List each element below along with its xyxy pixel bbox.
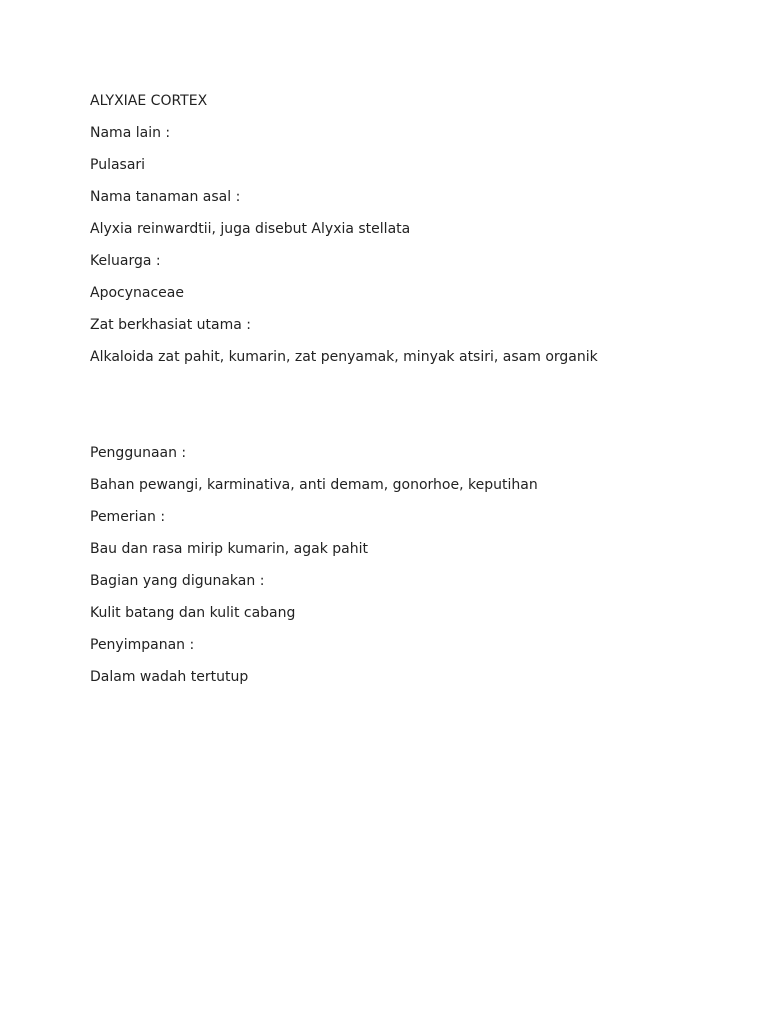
label-nama-lain: Nama lain : [90,125,171,141]
label-keluarga: Keluarga : [90,253,161,269]
value-nama-lain: Pulasari [90,157,146,173]
value-zat-berkhasiat: Alkaloida zat pahit, kumarin, zat penyamak, minyak atsiri, asam organik [90,349,598,365]
document-title: ALYXIAE CORTEX [90,93,208,109]
value-penyimpanan: Dalam wadah tertutup [90,669,249,685]
label-penggunaan: Penggunaan : [90,445,187,461]
value-bagian-digunakan: Kulit batang dan kulit cabang [90,605,296,621]
label-pemerian: Pemerian : [90,509,166,525]
label-bagian-digunakan: Bagian yang digunakan : [90,573,265,589]
label-penyimpanan: Penyimpanan : [90,637,195,653]
value-penggunaan: Bahan pewangi, karminativa, anti demam, gonorhoe, keputihan [90,477,538,493]
document-body [90,91,730,699]
value-nama-tanaman-asal: Alyxia reinwardtii, juga disebut Alyxia stellata [90,221,411,237]
value-pemerian: Bau dan rasa mirip kumarin, agak pahit [90,541,368,557]
section-spacer [90,379,730,443]
label-zat-berkhasiat: Zat berkhasiat utama : [90,317,251,333]
value-keluarga: Apocynaceae [90,285,184,301]
label-nama-tanaman-asal: Nama tanaman asal : [90,189,241,205]
